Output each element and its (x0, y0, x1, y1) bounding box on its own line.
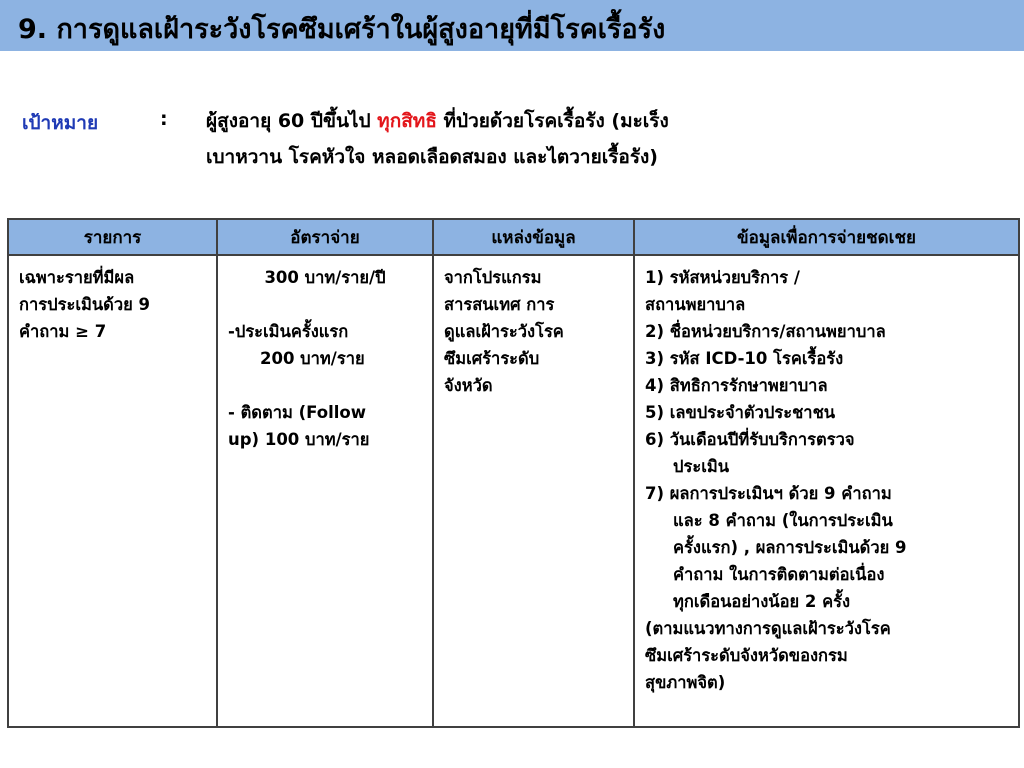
page-title: 9. การดูแลเฝ้าระวังโรคซึมเศร้าในผู้สูงอายุที่มีโรคเรื้อรัง (18, 14, 666, 45)
goal-colon: : (160, 108, 168, 130)
header-compensation: ข้อมูลเพื่อการจ่ายชดเชย (634, 219, 1019, 255)
rate-line: 200 บาท/ราย (260, 349, 365, 368)
rate-spacer (228, 291, 422, 318)
comp-line: 2) ชื่อหน่วยบริการ/สถานพยาบาล (645, 322, 886, 341)
goal-line-1 (206, 103, 1006, 139)
header-item: รายการ (8, 219, 217, 255)
cell-rate (217, 255, 433, 727)
comp-line: สุขภาพจิต) (645, 673, 726, 692)
header-rate: อัตราจ่าย (217, 219, 433, 255)
goal-line-2: เบาหวาน โรคหัวใจ หลอดเลือดสมอง และไตวายเรื้อรัง) (206, 146, 658, 168)
comp-line: และ 8 คำถาม (ในการประเมิน (673, 511, 893, 530)
rate-line: up) 100 บาท/ราย (228, 430, 370, 449)
comp-line: 7) ผลการประเมินฯ ด้วย 9 คำถาม (645, 484, 892, 503)
source-line: จากโปรแกรม (444, 268, 542, 287)
cell-compensation (634, 255, 1019, 727)
compensation-table (7, 218, 1020, 728)
comp-line: 4) สิทธิการรักษาพยาบาล (645, 376, 828, 395)
goal-text (206, 103, 1006, 175)
source-line: จังหวัด (444, 376, 493, 395)
goal-highlight: ทุกสิทธิ (377, 110, 437, 132)
comp-line: 5) เลขประจำตัวประชาชน (645, 403, 836, 422)
rate-line: -ประเมินครั้งแรก (228, 322, 349, 341)
comp-line: ประเมิน (673, 457, 729, 476)
goal-text-before: ผู้สูงอายุ 60 ปีขึ้นไป (206, 110, 378, 132)
item-line: คำถาม ≥ 7 (19, 322, 107, 341)
cell-item (8, 255, 217, 727)
table-header-row (8, 219, 1019, 255)
goal-text-after: ที่ป่วยด้วยโรคเรื้อรัง (มะเร็ง (436, 110, 669, 132)
item-line: เฉพาะรายที่มีผล (19, 268, 135, 287)
title-bar (0, 0, 1024, 51)
comp-line: 1) รหัสหน่วยบริการ / (645, 268, 800, 287)
rate-line: 300 บาท/ราย/ปี (264, 268, 386, 287)
item-line: การประเมินด้วย 9 (19, 295, 150, 314)
header-source: แหล่งข้อมูล (433, 219, 634, 255)
table-row (8, 255, 1019, 727)
comp-line: สถานพยาบาล (645, 295, 746, 314)
source-line: ซึมเศร้าระดับ (444, 349, 540, 368)
comp-line: ซึมเศร้าระดับจังหวัดของกรม (645, 646, 848, 665)
rate-line: - ติดตาม (Follow (228, 403, 366, 422)
comp-line: 3) รหัส ICD-10 โรคเรื้อรัง (645, 349, 844, 368)
rate-spacer (228, 372, 422, 399)
comp-line: คำถาม ในการติดตามต่อเนื่อง (673, 565, 885, 584)
comp-line: ทุกเดือนอย่างน้อย 2 ครั้ง (673, 592, 851, 611)
goal-label: เป้าหมาย (22, 112, 99, 134)
source-line: สารสนเทศ การ (444, 295, 555, 314)
comp-line: (ตามแนวทางการดูแลเฝ้าระวังโรค (645, 619, 891, 638)
comp-line: ครั้งแรก) , ผลการประเมินด้วย 9 (673, 538, 907, 557)
cell-source (433, 255, 634, 727)
comp-line: 6) วันเดือนปีที่รับบริการตรวจ (645, 430, 855, 449)
source-line: ดูแลเฝ้าระวังโรค (444, 322, 564, 341)
